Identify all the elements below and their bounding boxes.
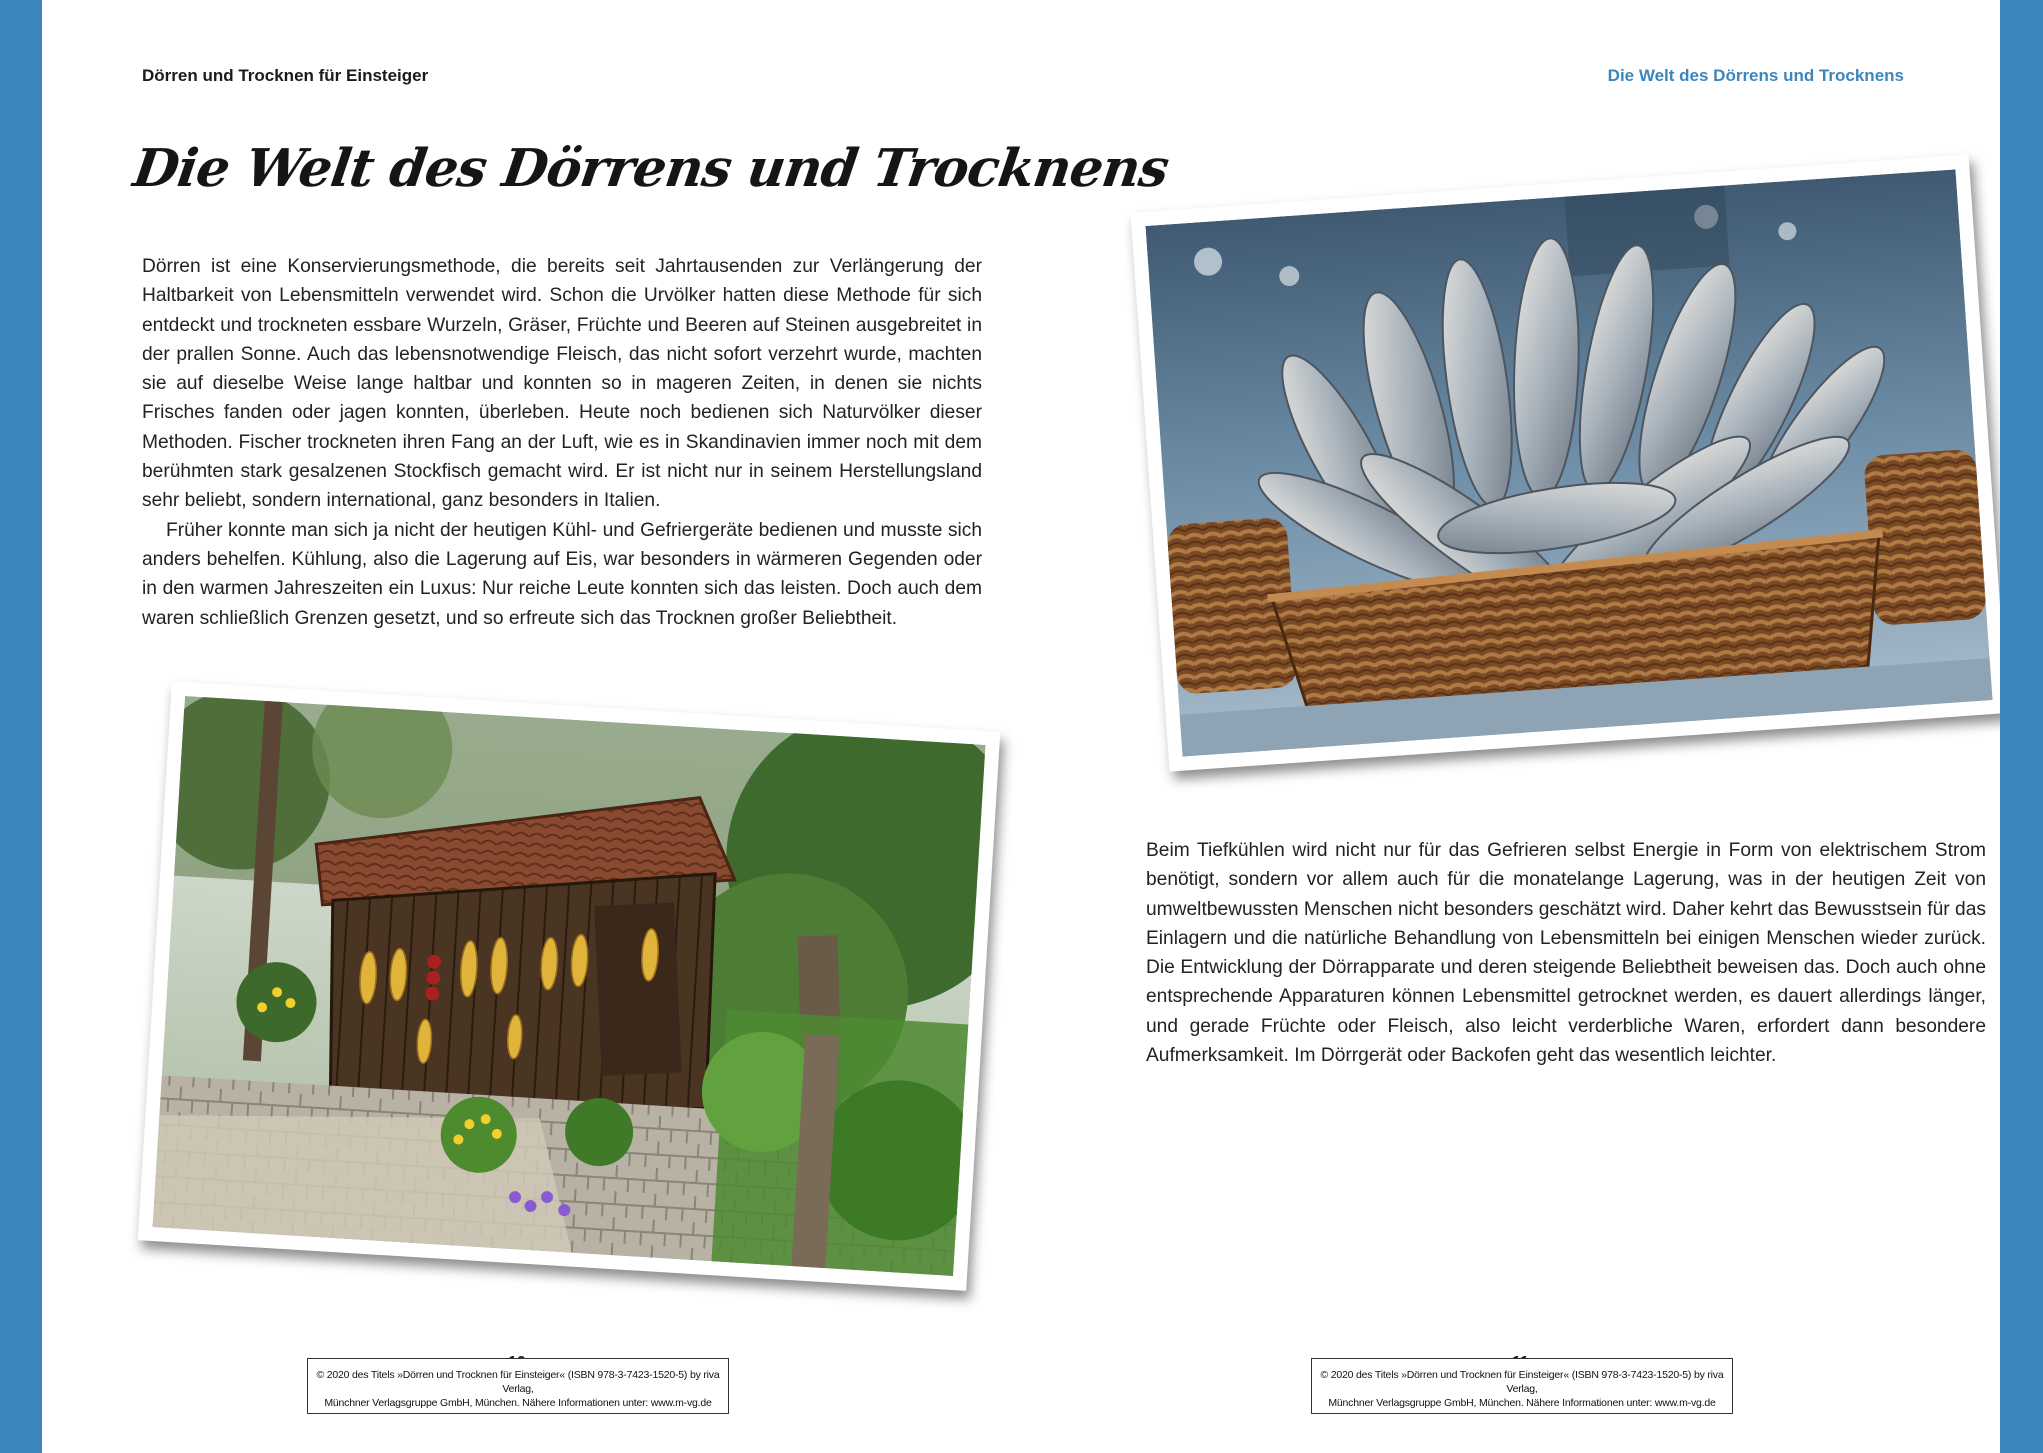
- copyright-line-1: © 2020 des Titels »Dörren und Trocknen für Einsteiger« (ISBN 978-3-7423-1520-5) by riva Verlag,: [1320, 1369, 1724, 1395]
- drying-hut-photo: [138, 681, 1001, 1291]
- copyright-notice-left: [307, 1358, 729, 1414]
- drying-hut-illustration: [153, 696, 986, 1276]
- right-page-body: [1146, 836, 1986, 1070]
- left-paragraph-1: Dörren ist eine Konservierungsmethode, die bereits seit Jahrtausenden zur Verlängerung der Haltbarkeit von Lebensmitteln verwendet wird. Schon die Urvölker hatten diese Methode für sich entdeckt und trockneten essbare Wurzeln, Gräser, Früchte und Beeren auf Steinen ausgebreitet in der prallen Sonne. Auch das lebensnotwendige Fleisch, das nicht sofort verzehrt wurde, machten sie auf dieselbe Weise lange haltbar und konnten so in mageren Zeiten, in denen sie nichts Frisches fanden oder jagen konnten, überleben. Heute noch bedienen sich Naturvölker dieser Methoden. Fischer trockneten ihren Fang an der Luft, wie es in Skandinavien immer noch mit dem berühmten stark gesalzenen Stockfisch gemacht wird. Er ist nicht nur in seinem Herstellungsland sehr beliebt, sondern international, ganz besonders in Italien.: [142, 256, 982, 512]
- running-header-right: Die Welt des Dörrens und Trocknens: [1607, 66, 1904, 85]
- running-header-left: Dörren und Trocknen für Einsteiger: [142, 66, 429, 85]
- dried-fish-photo: [1130, 154, 2000, 771]
- copyright-notice-right: [1311, 1358, 1733, 1414]
- right-paragraph-1: Beim Tiefkühlen wird nicht nur für das Gefrieren selbst Energie in Form von elektrischem Strom benötigt, sondern vor allem auch für die monatelange Lagerung, was in der heutigen Zeit von umweltbewussten Menschen nicht besonders geschätzt wird. Daher kehrt das Bewusstsein für das Einlagern und die natürliche Behandlung von Lebensmitteln bei einigen Menschen wieder zurück. Die Entwicklung der Dörrapparate und deren steigende Beliebtheit beweisen das. Doch auch ohne entsprechende Apparaturen können Lebensmittel getrocknet werden, es dauert allerdings länger, und gerade Früchte oder Fleisch, also leicht verderbliche Waren, erfordert dann besondere Aufmerksamkeit. Im Dörrgerät oder Backofen geht das wesentlich leichter.: [1146, 840, 1986, 1067]
- chapter-title: Die Welt des Dörrens und Trocknens: [129, 138, 1172, 199]
- left-page-body: [142, 252, 982, 633]
- copyright-line-2: Münchner Verlagsgruppe GmbH, München. Nähere Informationen unter: www.m-vg.de: [1328, 1397, 1716, 1409]
- left-paragraph-2: Früher konnte man sich ja nicht der heutigen Kühl- und Gefriergeräte bedienen und musste sich anders behelfen. Kühlung, also die Lagerung auf Eis, war besonders in wärmeren Gegenden oder in den warmen Jahreszeiten ein Luxus: Nur reiche Leute konnten sich das leisten. Doch auch dem waren schließlich Grenzen gesetzt, und so erfreute sich das Trocknen großer Beliebtheit.: [142, 519, 982, 629]
- copyright-line-2: Münchner Verlagsgruppe GmbH, München. Nähere Informationen unter: www.m-vg.de: [324, 1397, 712, 1409]
- book-spread: [42, 0, 2000, 1453]
- copyright-line-1: © 2020 des Titels »Dörren und Trocknen für Einsteiger« (ISBN 978-3-7423-1520-5) by riva Verlag,: [316, 1369, 720, 1395]
- dried-fish-illustration: [1145, 169, 1992, 756]
